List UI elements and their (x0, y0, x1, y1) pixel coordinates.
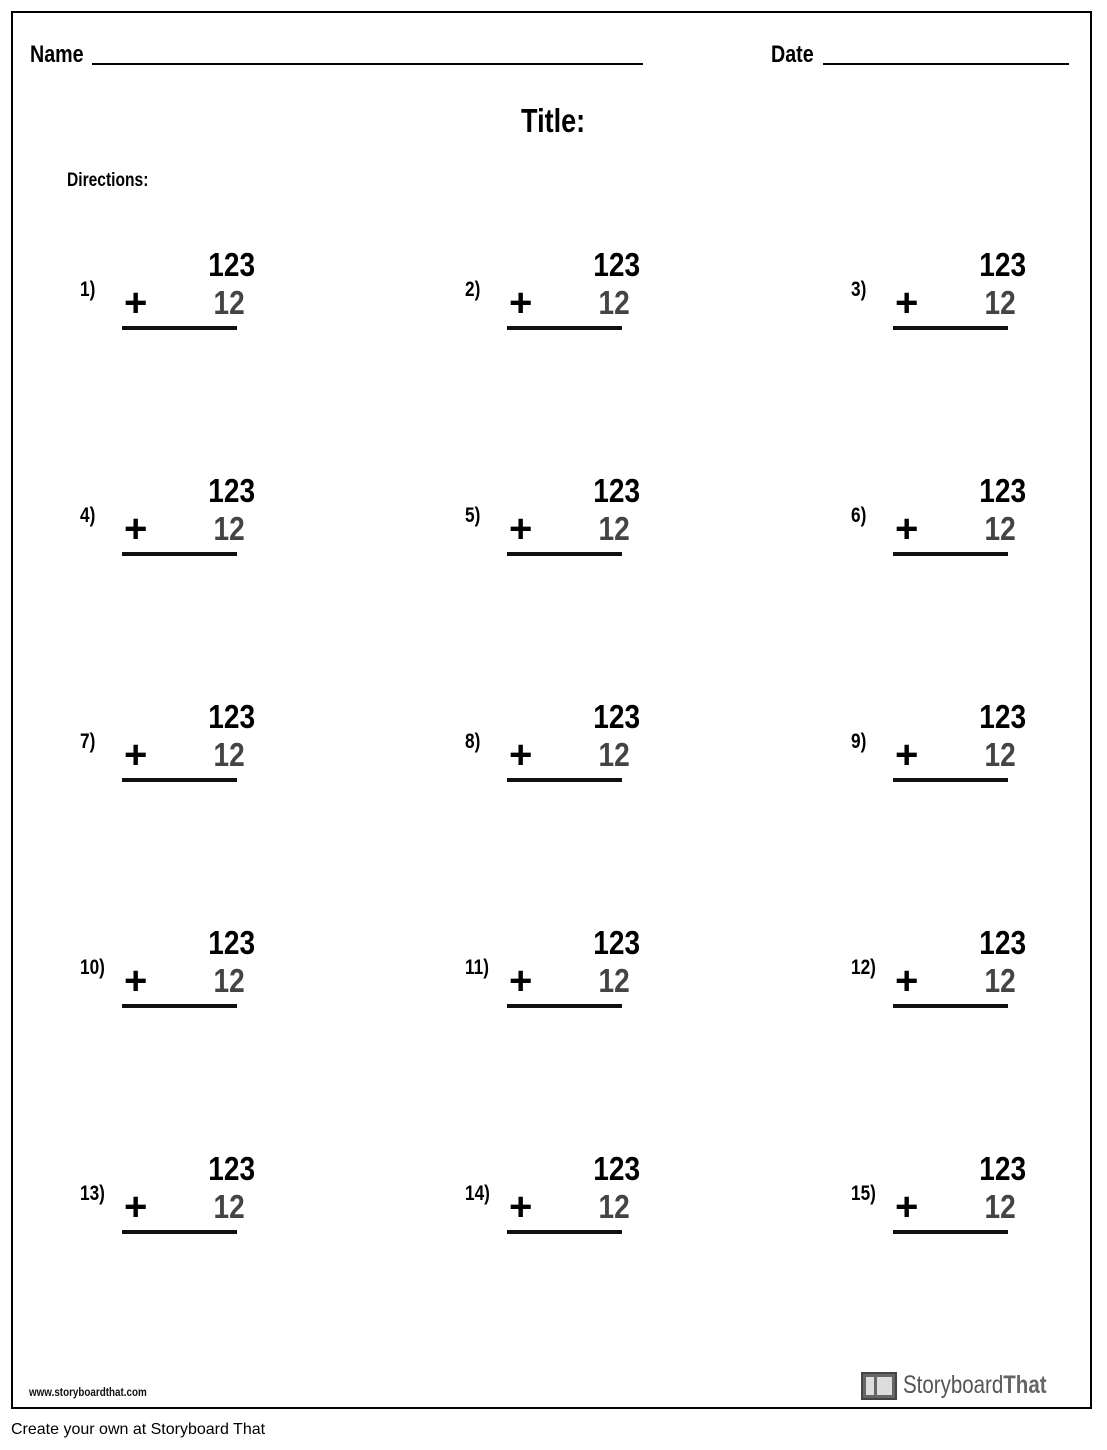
top-addend: 123 (979, 1150, 1026, 1187)
problem-number: 10) (80, 956, 105, 979)
worksheet (11, 11, 1092, 1409)
credit-text: Create your own at Storyboard That (11, 1421, 266, 1438)
bottom-addend: 12 (213, 284, 245, 321)
addition-problem (80, 925, 260, 1035)
top-addend: 123 (208, 924, 255, 961)
plus-sign: + (124, 507, 148, 551)
plus-sign: + (124, 281, 148, 325)
answer-line (893, 778, 1008, 782)
bottom-addend: 12 (213, 736, 245, 773)
date-line (823, 63, 1069, 65)
brand-text: StoryboardThat (902, 1371, 1047, 1399)
plus-sign: + (124, 733, 148, 777)
directions-label: Directions: (67, 170, 149, 191)
problem-number: 6) (851, 504, 867, 527)
problem-number: 14) (465, 1182, 490, 1205)
problem-number: 4) (80, 504, 96, 527)
bottom-addend: 12 (213, 1188, 245, 1225)
problem-number: 13) (80, 1182, 105, 1205)
problem-number: 11) (465, 956, 489, 979)
answer-line (122, 552, 237, 556)
top-addend: 123 (208, 698, 255, 735)
problem-number: 15) (851, 1182, 876, 1205)
problem-number: 2) (465, 278, 481, 301)
bottom-addend: 12 (213, 962, 245, 999)
top-addend: 123 (593, 246, 640, 283)
plus-sign: + (895, 281, 919, 325)
answer-line (122, 1230, 237, 1234)
plus-sign: + (895, 959, 919, 1003)
addition-problem (851, 473, 1031, 583)
addition-problem (465, 1151, 645, 1261)
problem-number: 5) (465, 504, 481, 527)
top-addend: 123 (208, 1150, 255, 1187)
answer-line (122, 326, 237, 330)
addition-problem (465, 247, 645, 357)
plus-sign: + (509, 507, 533, 551)
top-addend: 123 (593, 1150, 640, 1187)
answer-line (893, 1230, 1008, 1234)
problem-number: 8) (465, 730, 481, 753)
answer-line (122, 778, 237, 782)
answer-line (122, 1004, 237, 1008)
addition-problem (851, 1151, 1031, 1261)
plus-sign: + (509, 959, 533, 1003)
answer-line (893, 552, 1008, 556)
bottom-addend: 12 (598, 284, 630, 321)
bottom-addend: 12 (598, 510, 630, 547)
top-addend: 123 (979, 472, 1026, 509)
answer-line (507, 778, 622, 782)
top-addend: 123 (593, 698, 640, 735)
bottom-addend: 12 (984, 1188, 1016, 1225)
top-addend: 123 (979, 924, 1026, 961)
plus-sign: + (895, 1185, 919, 1229)
bottom-addend: 12 (984, 962, 1016, 999)
problem-number: 9) (851, 730, 867, 753)
answer-line (507, 552, 622, 556)
problem-number: 7) (80, 730, 96, 753)
top-addend: 123 (979, 246, 1026, 283)
answer-line (507, 326, 622, 330)
addition-problem (851, 247, 1031, 357)
date-label: Date (771, 41, 814, 68)
addition-problem (465, 699, 645, 809)
top-addend: 123 (593, 472, 640, 509)
plus-sign: + (509, 281, 533, 325)
bottom-addend: 12 (984, 284, 1016, 321)
bottom-addend: 12 (598, 736, 630, 773)
top-addend: 123 (208, 472, 255, 509)
top-addend: 123 (208, 246, 255, 283)
addition-problem (80, 1151, 260, 1261)
answer-line (507, 1230, 622, 1234)
storyboard-that-logo-icon (861, 1372, 897, 1400)
bottom-addend: 12 (598, 962, 630, 999)
page-title: Title: (521, 102, 586, 139)
bottom-addend: 12 (598, 1188, 630, 1225)
plus-sign: + (509, 1185, 533, 1229)
problem-number: 3) (851, 278, 867, 301)
bottom-addend: 12 (984, 736, 1016, 773)
footer-url: www.storyboardthat.com (29, 1385, 147, 1399)
storyboard-that-logo (861, 1371, 1078, 1400)
answer-line (893, 326, 1008, 330)
bottom-addend: 12 (984, 510, 1016, 547)
plus-sign: + (895, 733, 919, 777)
addition-problem (80, 699, 260, 809)
top-addend: 123 (593, 924, 640, 961)
name-line (92, 63, 643, 65)
addition-problem (465, 925, 645, 1035)
addition-problem (80, 473, 260, 583)
answer-line (893, 1004, 1008, 1008)
plus-sign: + (509, 733, 533, 777)
addition-problem (851, 925, 1031, 1035)
plus-sign: + (124, 959, 148, 1003)
top-addend: 123 (979, 698, 1026, 735)
problem-number: 1) (80, 278, 96, 301)
name-label: Name (30, 41, 84, 68)
addition-problem (851, 699, 1031, 809)
addition-problem (465, 473, 645, 583)
plus-sign: + (895, 507, 919, 551)
problem-number: 12) (851, 956, 876, 979)
addition-problem (80, 247, 260, 357)
answer-line (507, 1004, 622, 1008)
plus-sign: + (124, 1185, 148, 1229)
bottom-addend: 12 (213, 510, 245, 547)
